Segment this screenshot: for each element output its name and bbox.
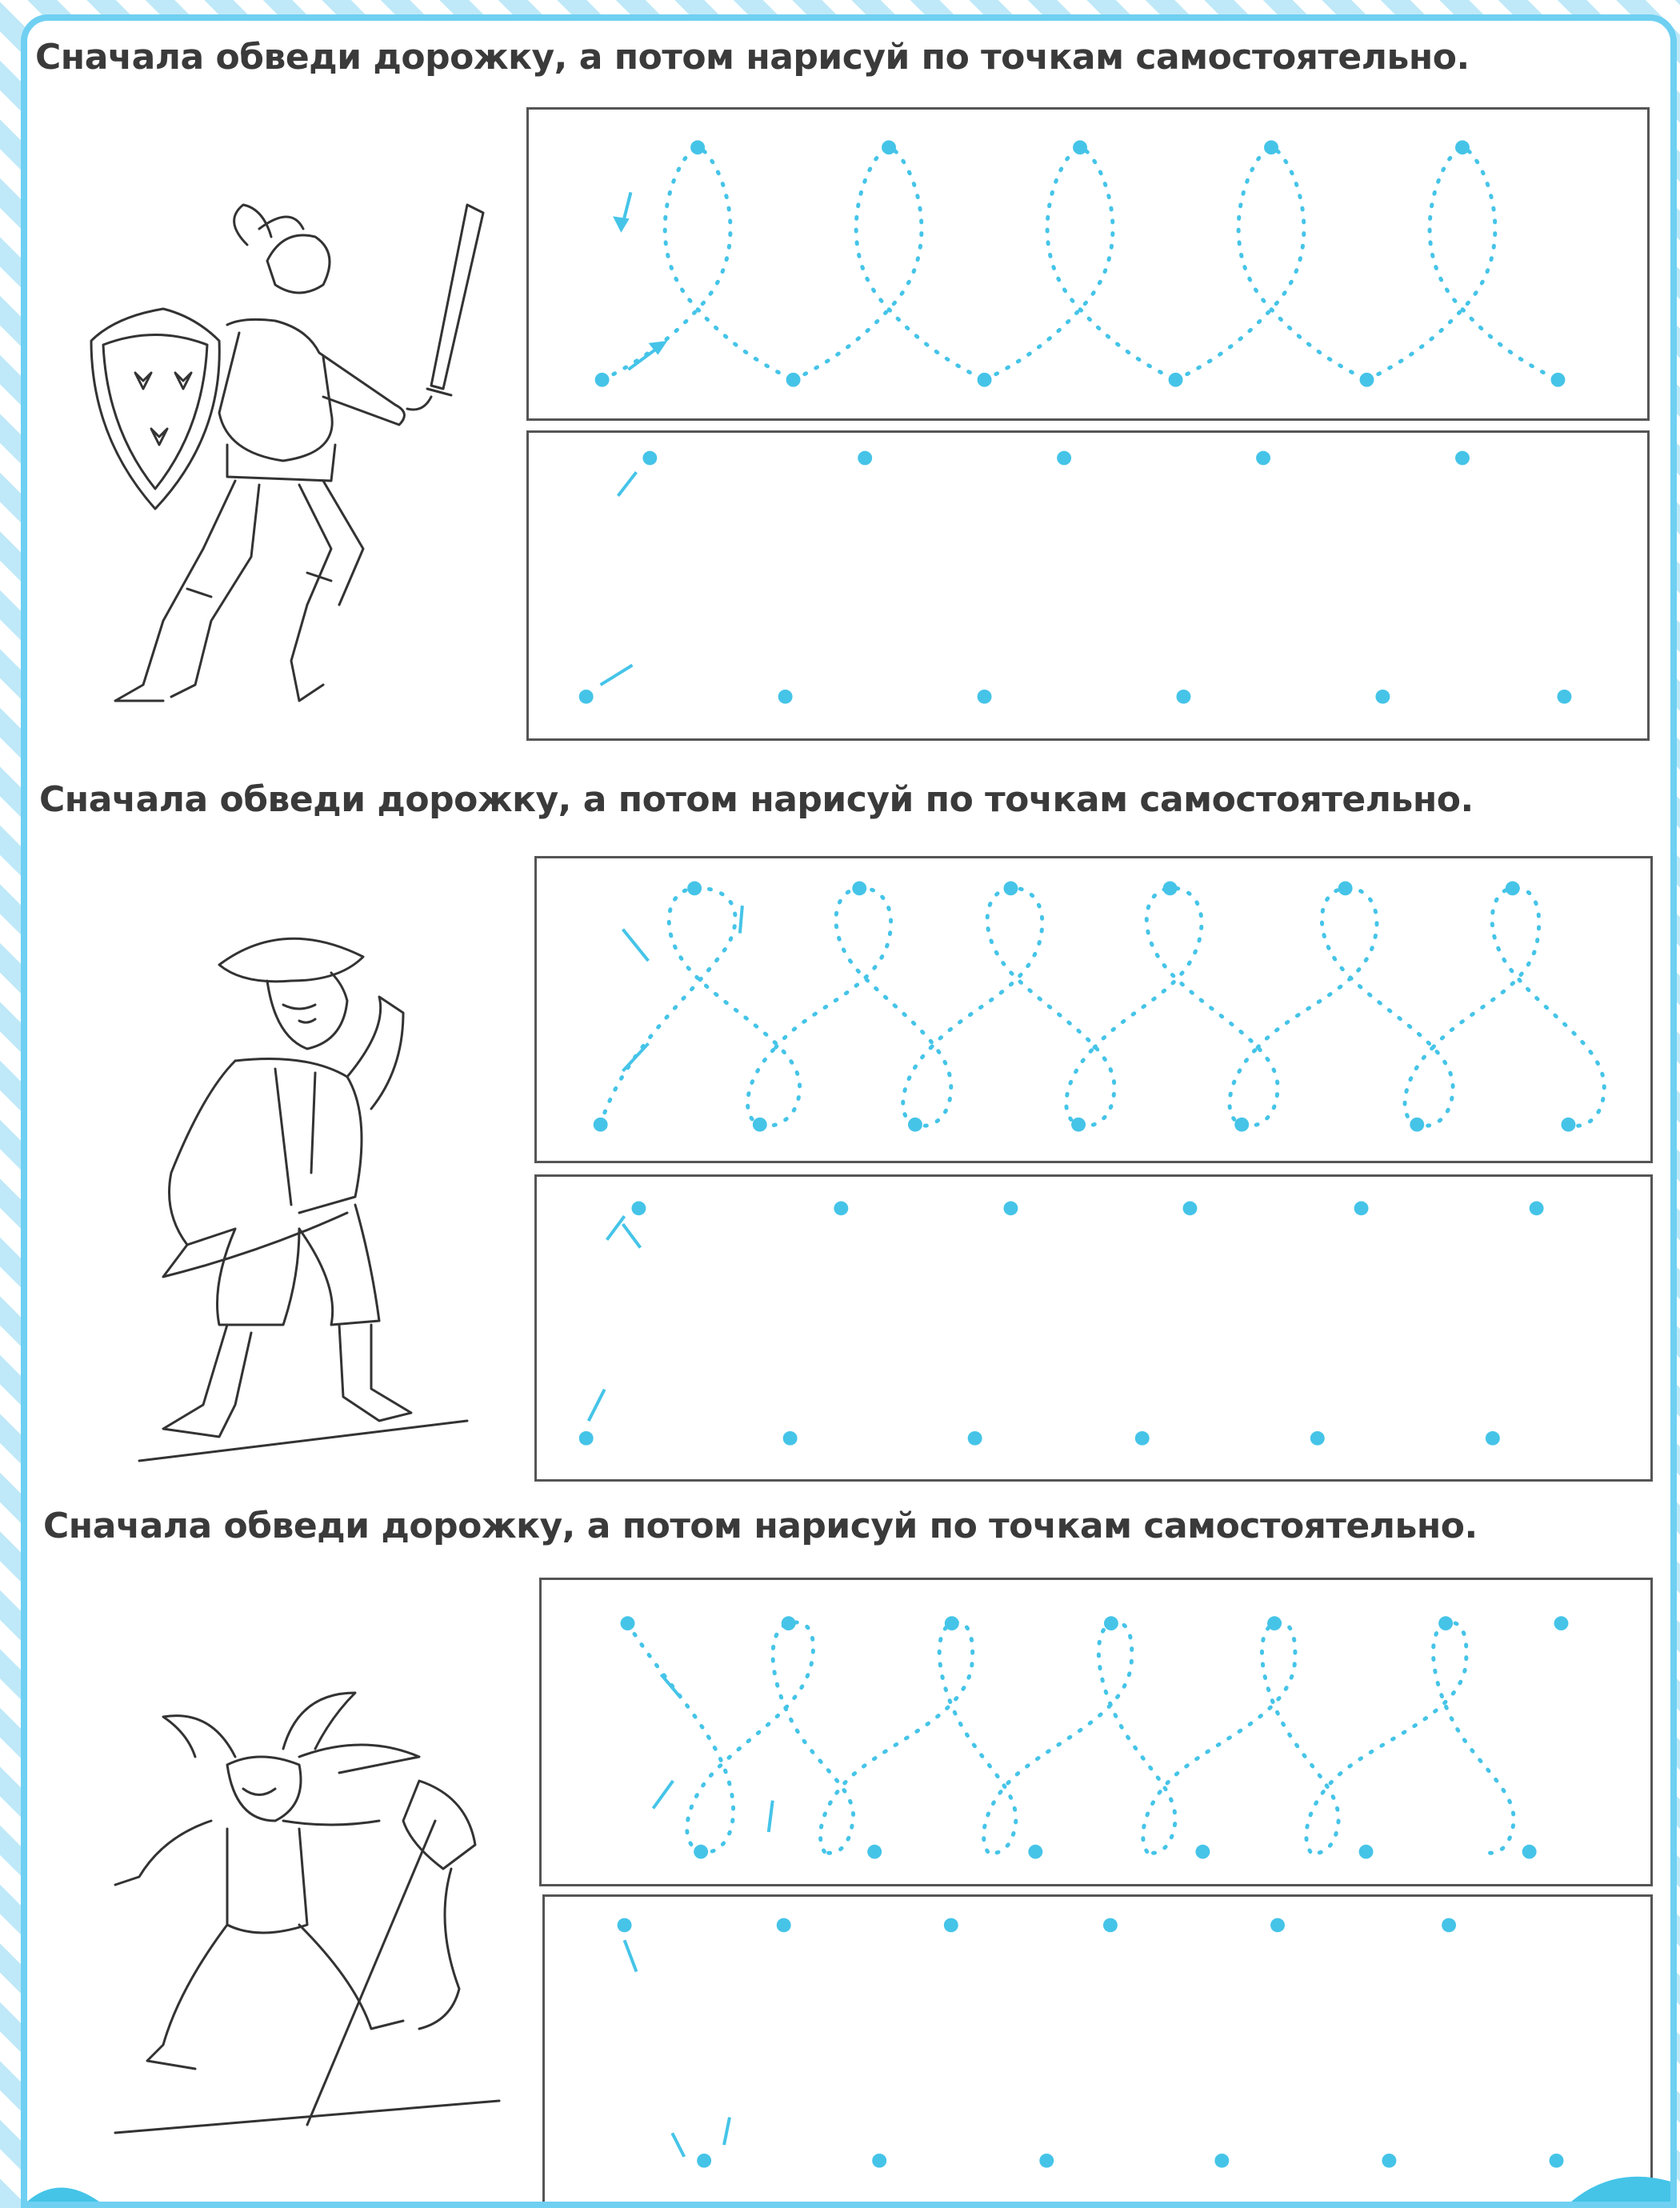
trace-path-figure-eights [542, 1580, 1650, 1884]
exercise-section-2 [27, 757, 1670, 1485]
practice-panel[interactable] [542, 1894, 1653, 2205]
trace-panel[interactable] [534, 856, 1653, 1163]
exercise-section-3 [27, 1485, 1670, 2208]
arrow-icon [625, 1940, 730, 2157]
instruction-text: Сначала обведи дорожку, а потом нарисуй по точкам самостоятельно. [39, 779, 1474, 820]
exercise-section-1 [27, 21, 1670, 757]
practice-dots [545, 1897, 1650, 2202]
pirate-illustration [115, 909, 483, 1469]
worksheet-page [21, 14, 1677, 2208]
trace-panel[interactable] [526, 107, 1650, 421]
practice-panel[interactable] [526, 430, 1650, 741]
jester-illustration [99, 1685, 523, 2173]
trace-path-figure-eights [537, 858, 1650, 1161]
arrow-icon [601, 472, 637, 685]
footer-ornament [27, 2170, 1677, 2202]
arrow-icon [589, 1216, 641, 1421]
practice-panel[interactable] [534, 1174, 1653, 1482]
trace-panel[interactable] [539, 1578, 1653, 1886]
arrow-icon [653, 1674, 772, 1832]
instruction-text: Сначала обведи дорожку, а потом нарисуй по точкам самостоятельно. [43, 1506, 1478, 1546]
knight-illustration [67, 173, 499, 733]
practice-dots [529, 433, 1647, 738]
trace-path-loops [529, 110, 1647, 418]
practice-dots [537, 1177, 1650, 1479]
arrow-icon [616, 192, 665, 370]
instruction-text: Сначала обведи дорожку, а потом нарисуй по точкам самостоятельно. [35, 37, 1470, 78]
